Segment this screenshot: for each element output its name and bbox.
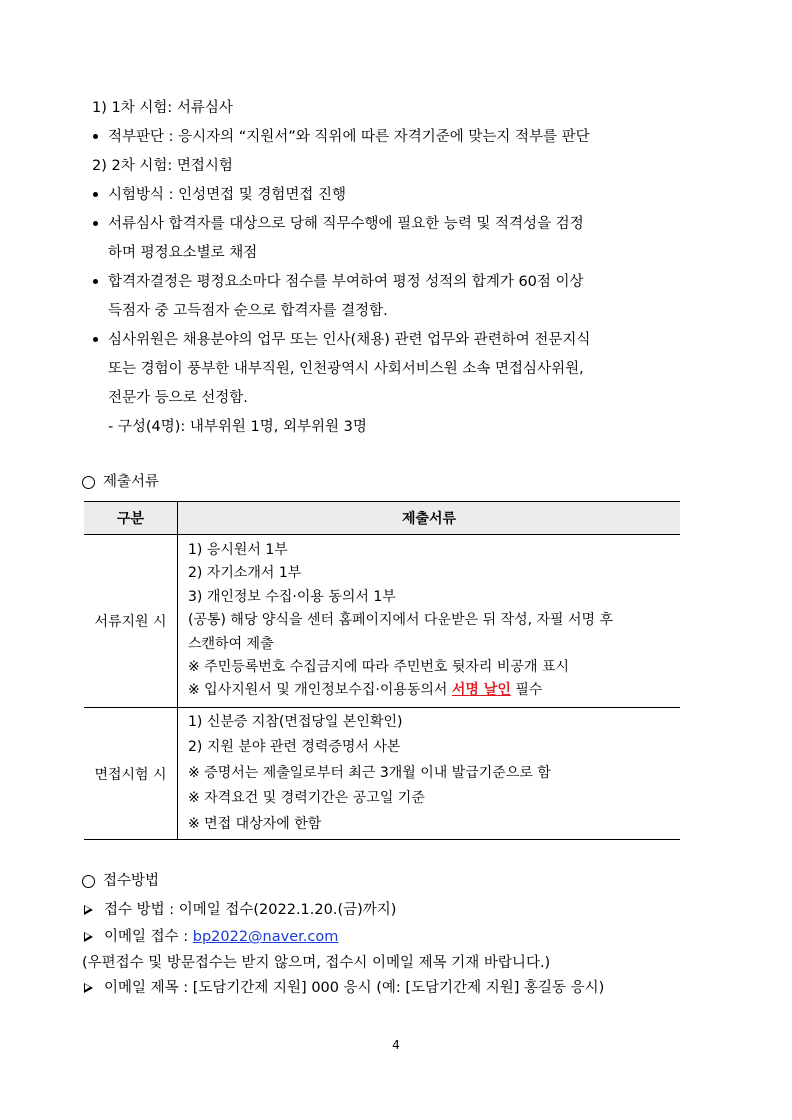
second-exam-heading: 2) 2차 시험: 면접시험 xyxy=(92,158,233,174)
judges-bullet-line2: 또는 경험이 풍부한 내부직원, 인천광역시 사회서비스원 소속 면접심사위원, xyxy=(108,361,584,377)
documents-heading: 제출서류 xyxy=(103,474,160,490)
reception-heading: 접수방법 xyxy=(103,873,160,889)
judges-bullet-line3: 전문가 등으로 선정함. xyxy=(108,390,248,406)
list-item: 1) 응시원서 1부 xyxy=(188,542,288,558)
bullet-icon xyxy=(93,192,98,197)
judges-bullet-line1: 심사위원은 채용분야의 업무 또는 인사(채용) 관련 업무와 관련하여 전문지식 xyxy=(108,332,591,348)
header-documents: 제출서류 xyxy=(178,502,681,535)
reception-method: 접수 방법 : 이메일 접수(2022.1.20.(금)까지) xyxy=(104,902,397,918)
row-content xyxy=(178,535,681,708)
row-content xyxy=(178,707,681,840)
bullet-icon xyxy=(93,134,98,139)
email-subject-line: 이메일 제목 : [도담기간제 지원] 000 응시 (예: [도담기간제 지원] 홍길동 응시) xyxy=(104,980,605,996)
first-exam-heading: 1) 1차 시험: 서류심사 xyxy=(92,100,233,116)
triangle-icon xyxy=(84,983,93,993)
list-item: 1) 신분증 지참(면접당일 본인확인) xyxy=(188,713,403,730)
list-item: (공통) 해당 양식을 센터 홈페이지에서 다운받은 뒤 작성, 자필 서명 후 xyxy=(188,612,614,629)
doc-pass-bullet-line2: 하며 평정요소별로 채점 xyxy=(108,245,258,261)
list-item: ※ 자격요건 및 경력기간은 공고일 기준 xyxy=(188,790,425,807)
page-number: 4 xyxy=(392,1038,400,1052)
row-label-interview-stage: 면접시험 시 xyxy=(84,707,178,840)
list-item: 2) 지원 분야 관련 경력증명서 사본 xyxy=(188,739,401,756)
signature-note-prefix: ※ 입사지원서 및 개인정보수집·이용동의서 xyxy=(188,682,452,699)
triangle-icon xyxy=(84,905,93,915)
documents-table xyxy=(84,501,680,840)
decision-bullet-line2: 득점자 중 고득점자 순으로 합격자를 결정함. xyxy=(108,303,388,319)
row-label-document-stage: 서류지원 시 xyxy=(84,535,178,708)
list-item: ※ 면접 대상자에 한함 xyxy=(188,815,322,832)
bullet-icon xyxy=(93,337,98,342)
circle-icon xyxy=(82,875,95,888)
decision-bullet-line1: 합격자결정은 평정요소마다 점수를 부여하여 평정 성적의 합계가 60점 이상 xyxy=(108,274,584,290)
list-item: ※ 주민등록번호 수집금지에 따라 주민번호 뒷자리 비공개 표시 xyxy=(188,659,569,676)
bullet-icon xyxy=(93,221,98,226)
table-header-row xyxy=(84,502,680,535)
list-item: ※ 증명서는 제출일로부터 최근 3개월 이내 발급기준으로 함 xyxy=(188,764,551,781)
table-row xyxy=(84,707,680,840)
list-item: 스캔하여 제출 xyxy=(188,635,274,652)
method-bullet: 시험방식 : 인성면접 및 경험면접 진행 xyxy=(108,187,347,203)
email-link[interactable]: bp2022@naver.com xyxy=(192,929,339,945)
first-exam-bullet: 적부판단 : 응시자의 “지원서”와 직위에 따른 자격기준에 맞는지 적부를 판단 xyxy=(108,129,590,145)
signature-note-suffix: 필수 xyxy=(510,682,543,699)
list-item xyxy=(188,679,680,702)
bullet-icon xyxy=(93,279,98,284)
list-item: 3) 개인정보 수집·이용 동의서 1부 xyxy=(188,588,396,605)
reception-note: (우편접수 및 방문접수는 받지 않으며, 접수시 이메일 제목 기재 바랍니다.) xyxy=(82,955,551,971)
table-row xyxy=(84,535,680,708)
email-line xyxy=(104,927,338,947)
circle-icon xyxy=(82,476,95,489)
triangle-icon xyxy=(84,932,93,942)
signature-emphasis: 서명 날인 xyxy=(451,682,511,699)
email-label: 이메일 접수 : xyxy=(104,929,193,945)
header-category: 구분 xyxy=(84,502,178,535)
doc-pass-bullet-line1: 서류심사 합격자를 대상으로 당해 직무수행에 필요한 능력 및 적격성을 검정 xyxy=(108,216,584,232)
composition-line: - 구성(4명): 내부위원 1명, 외부위원 3명 xyxy=(108,419,367,435)
list-item: 2) 자기소개서 1부 xyxy=(188,565,302,582)
